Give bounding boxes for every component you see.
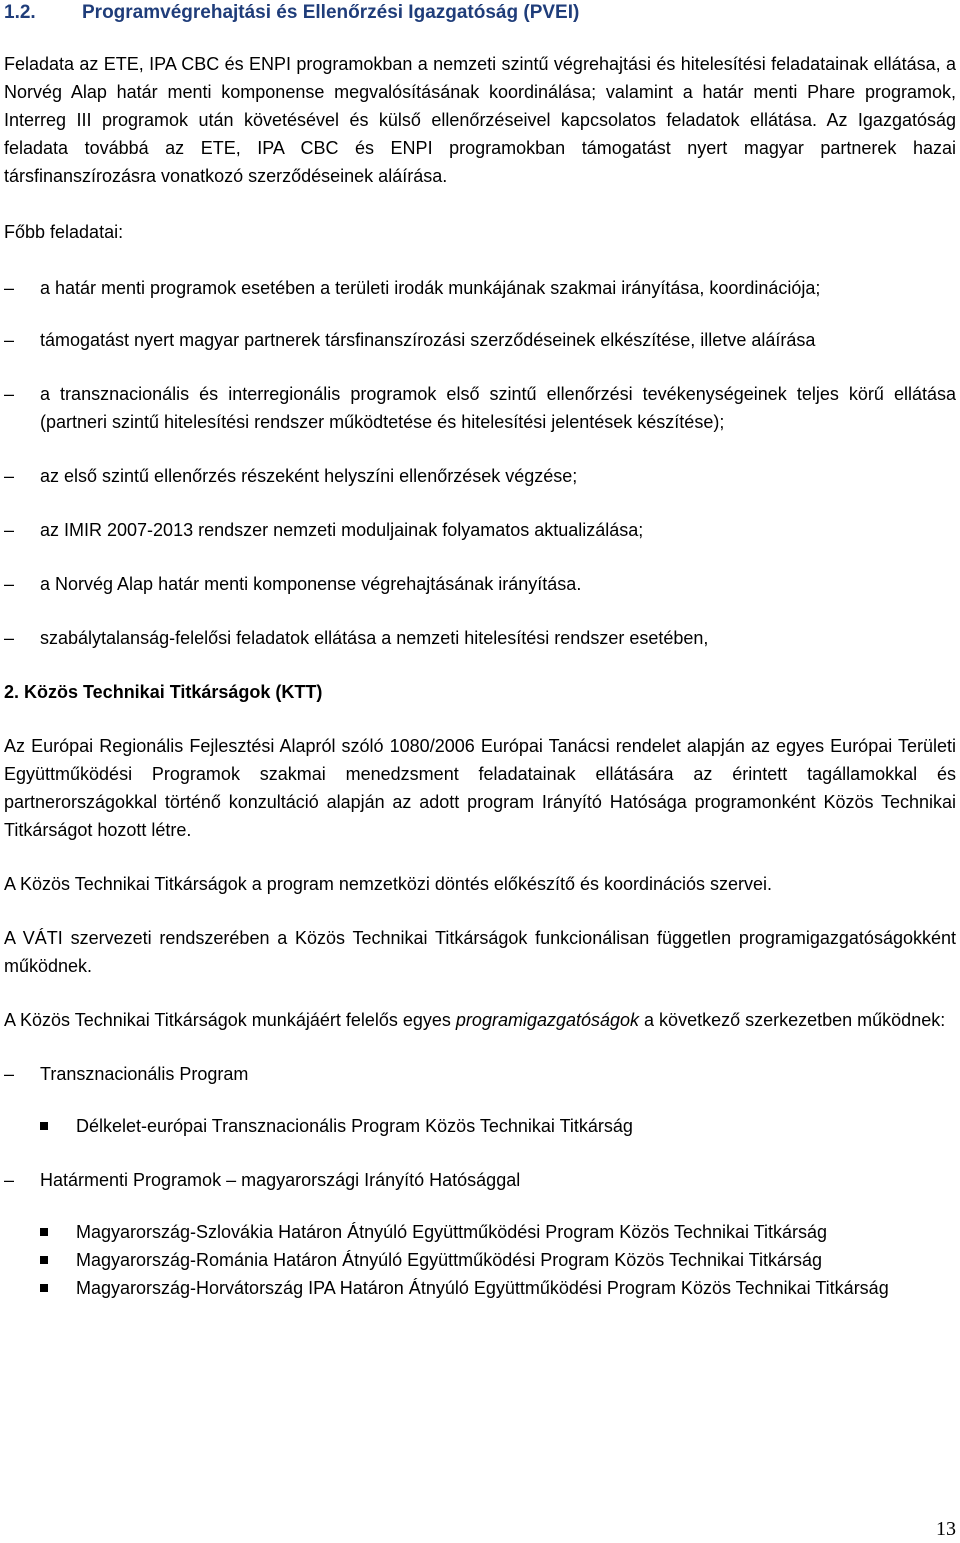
list-item: Magyarország-Horvátország IPA Határon Átnyúló Együttműködési Program Közös Technikai Titkárság [4,1274,956,1302]
paragraph-ktt-basis: Az Európai Regionális Fejlesztési Alapról szóló 1080/2006 Európai Tanácsi rendelet alapján az egyes Európai Területi Együttműködési Programok szakmai menedzsment feladatainak ellátására az érintett tagállamokkal és partnerországokkal történő konzultáció alapján az adott program Irányító Hatósága programonként Közös Technikai Titkárságot hozott létre. [4,736,956,840]
document-page [4,0,956,1302]
group-transnational [4,1060,956,1088]
list-item: Magyarország-Románia Határon Átnyúló Együttműködési Program Közös Technikai Titkárság [4,1246,956,1274]
list-item: – az első szintű ellenőrzés részeként helyszíni ellenőrzések végzése; [4,466,578,486]
list-item: – a Norvég Alap határ menti komponense végrehajtásának irányítása. [4,574,582,594]
page-number: 13 [936,1518,956,1540]
list-item: – Határmenti Programok – magyarországi Irányító Hatósággal [4,1170,521,1190]
main-tasks-list [4,274,956,652]
group-transnational-items [4,1112,956,1140]
group-crossborder-items [4,1218,956,1302]
intro-paragraph: Feladata az ETE, IPA CBC és ENPI programokban a nemzeti szintű végrehajtási és hitelesítési feladatainak ellátása, a Norvég Alap határ menti komponense megvalósításának koordinálása; valamint a határ menti Phare programok, Interreg III programok után követésével és külső ellenőrzéseivel kapcsolatos feladatok ellátása. Az Igazgatóság feladata továbbá az ETE, IPA CBC és ENPI programokban támogatást nyert magyar partnerek hazai társfinanszírozásra vonatkozó szerződéseinek aláírása. [4,54,956,186]
main-tasks-label: Főbb feladatai: [4,222,124,242]
list-item: – az IMIR 2007-2013 rendszer nemzeti moduljainak folyamatos aktualizálása; [4,520,644,540]
list-item: – Transznacionális Program [4,1064,249,1084]
paragraph-ktt-role: A Közös Technikai Titkárságok a program nemzetközi döntés előkészítő és koordinációs szervei. [4,874,773,894]
list-item: Délkelet-európai Transznacionális Program Közös Technikai Titkárság [4,1112,956,1140]
list-item: – támogatást nyert magyar partnerek társfinanszírozási szerződéseinek elkészítése, illetve aláírása [4,330,816,350]
group-crossborder [4,1166,956,1194]
paragraph-vati: A VÁTI szervezeti rendszerében a Közös Technikai Titkárságok funkcionálisan független programigazgatóságokként működnek. [4,928,956,976]
section-title: Programvégrehajtási és Ellenőrzési Igazgatóság (PVEI) [82,2,580,23]
list-item: – a transznacionális és interregionális programok első szintű ellenőrzési tevékenységeinek teljes körű ellátása (partneri szintű hitelesítési rendszer működtetése és hitelesítési jelentések készítése); [4,384,956,432]
section-heading-2: 2. Közös Technikai Titkárságok (KTT) [4,682,323,702]
list-item: Magyarország-Szlovákia Határon Átnyúló Együttműködési Program Közös Technikai Titkárság [4,1218,956,1246]
list-item: – a határ menti programok esetében a területi irodák munkájának szakmai irányítása, koordinációja; [4,278,821,298]
section-number: 1.2. [4,2,36,23]
paragraph-structure: A Közös Technikai Titkárságok munkájáért felelős egyes programigazgatóságok a következő szerkezetben működnek: [4,1010,946,1030]
list-item: – szabálytalanság-felelősi feladatok ellátása a nemzeti hitelesítési rendszer esetében, [4,628,709,648]
section-heading-1-2 [4,0,956,26]
